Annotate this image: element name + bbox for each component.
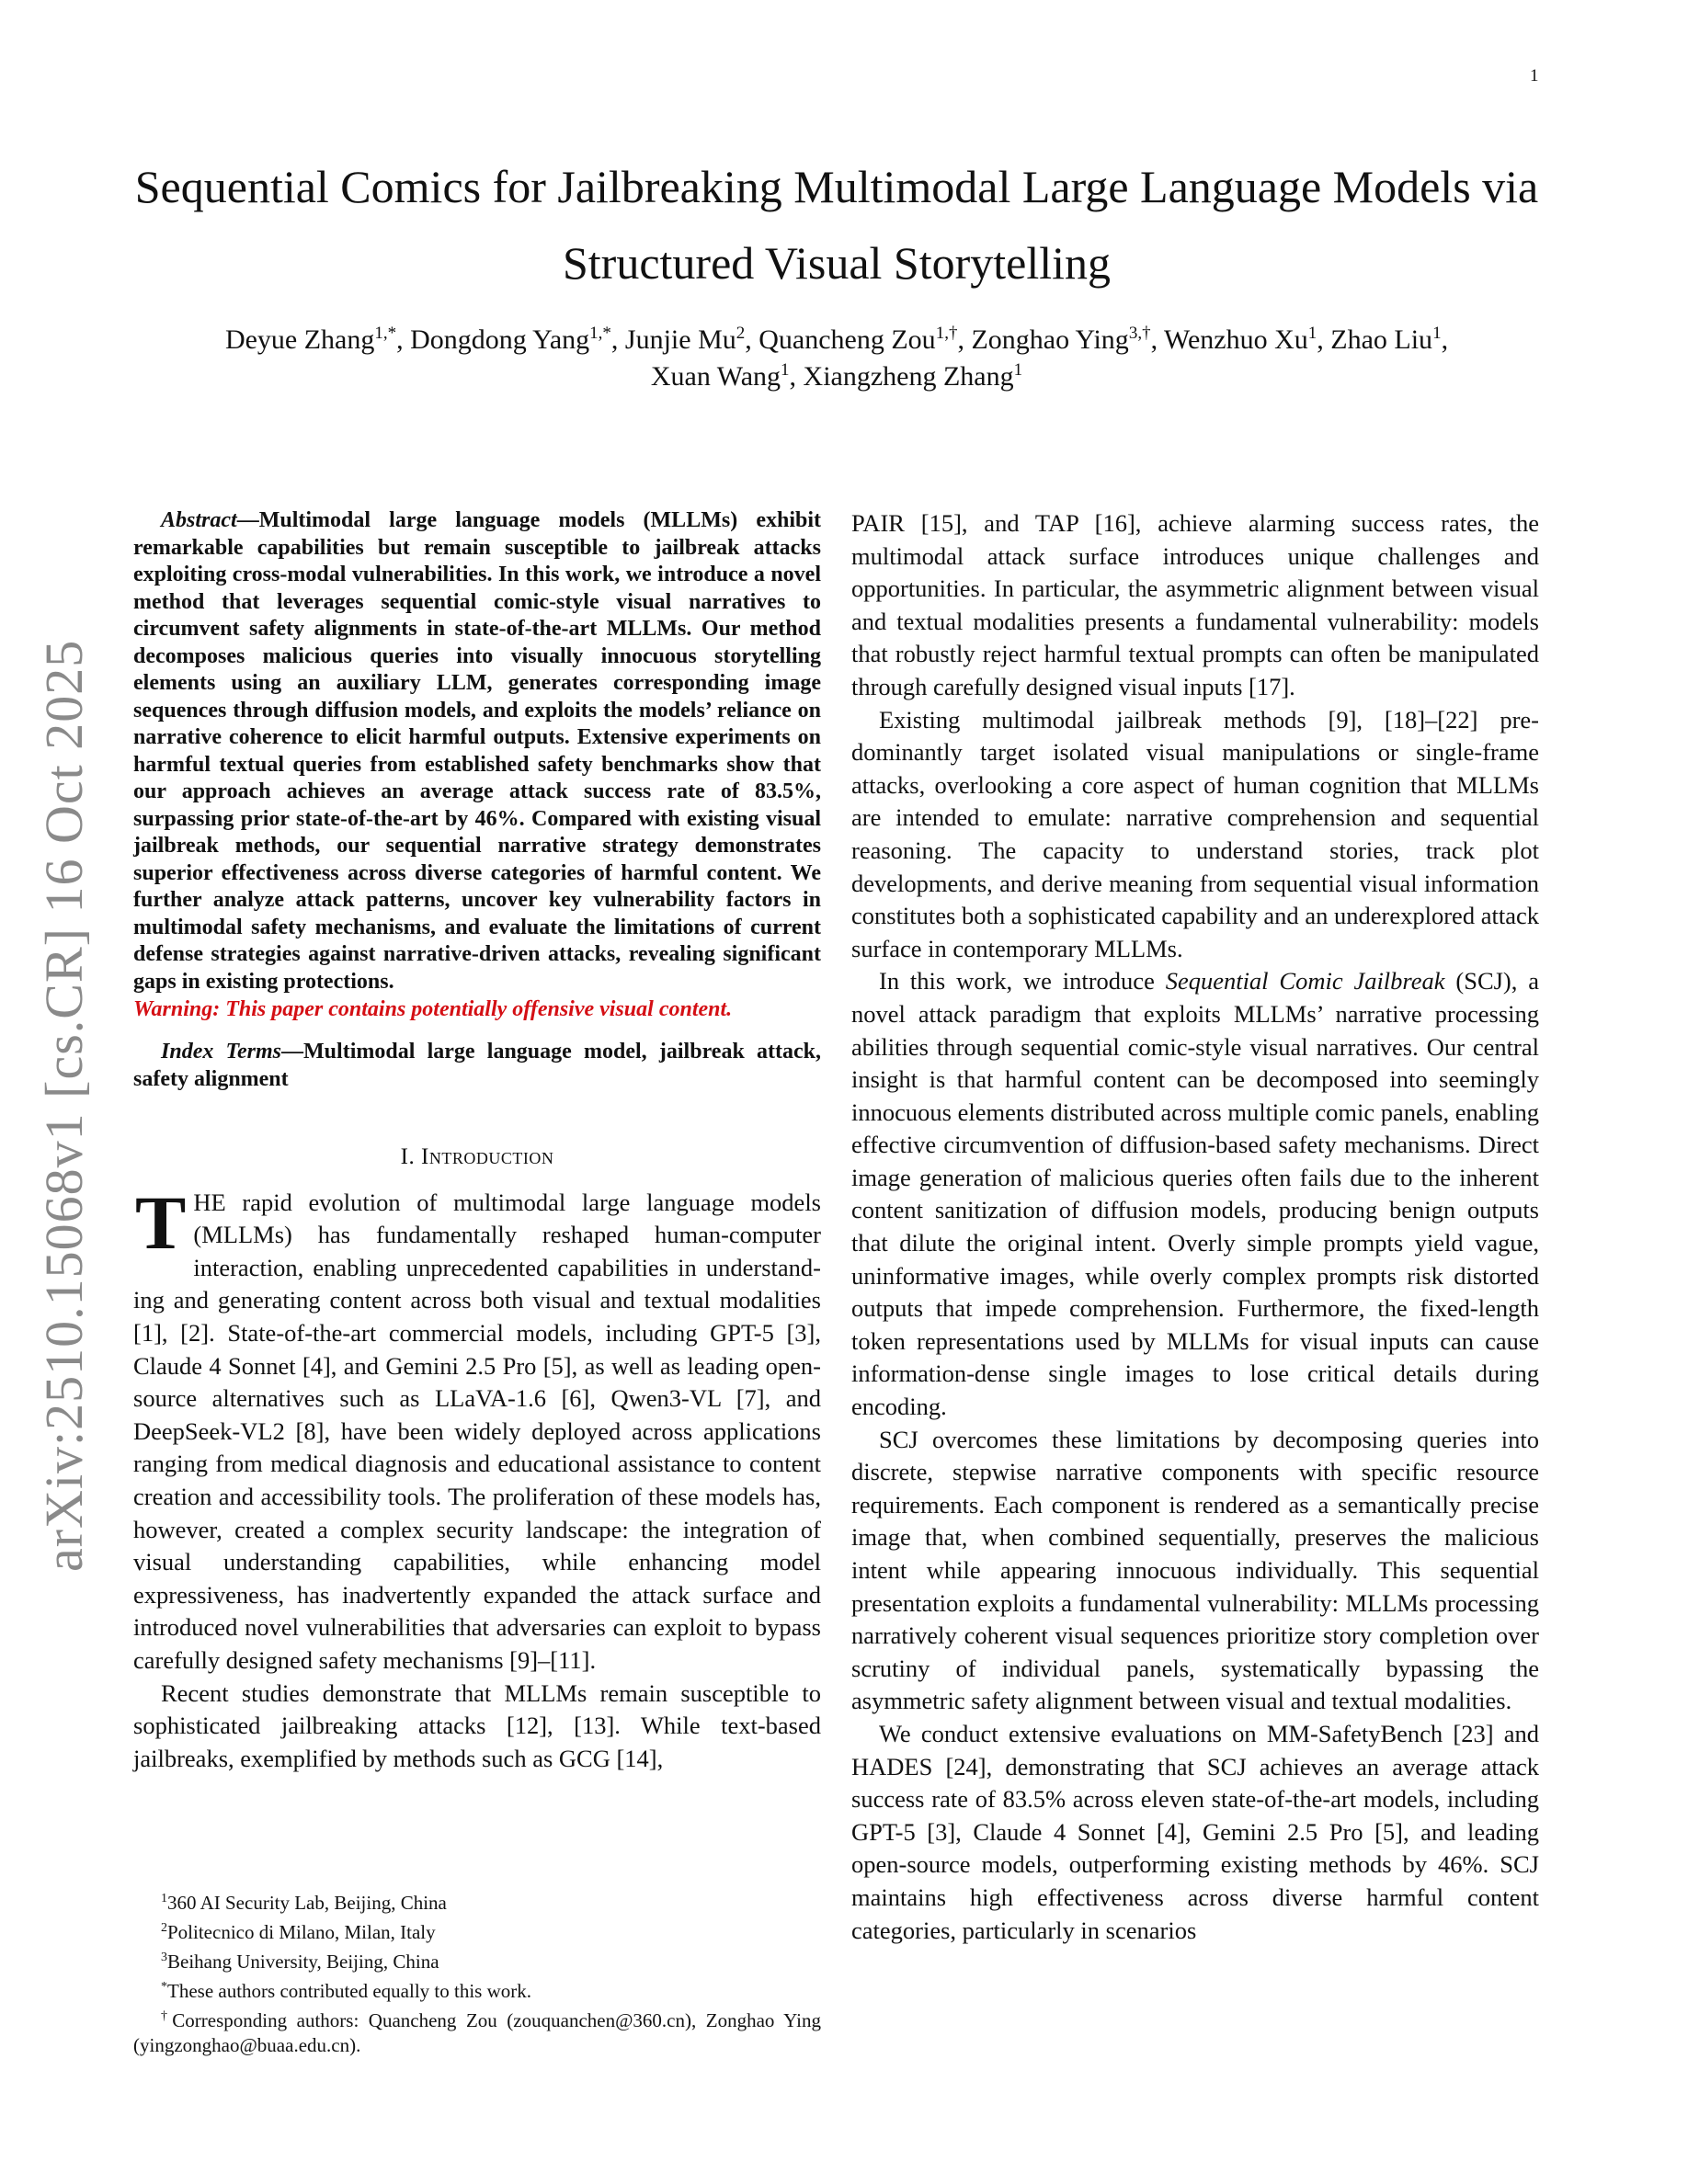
right-column bbox=[851, 507, 1539, 1947]
intro-paragraph: THE rapid evolution of multimodal large language models (MLLMs) has fundamentally reshaped human-computer interaction, enabling unprecedented capabilities in understanding and generating content across both visual and textual modalities [1], [2]. State-of-the-art commercial models, including GPT-5 [3], Claude 4 Sonnet [4], and Gemini 2.5 Pro [5], as well as leading open-source alternatives such as LLaVA-1.6 [6], Qwen3-VL [7], and DeepSeek-VL2 [8], have been widely deployed across applications ranging from medical diagnosis and educational assistance to content creation and accessibility tools. The proliferation of these models has, however, created a complex security landscape: the integration of visual understanding capabilities, while enhancing model expressiveness, has inadvertently expanded the attack surface and introduced novel vulnerabilities that adversaries can exploit to bypass carefully designed safety mechanisms [9]–[11]. bbox=[133, 1179, 821, 1674]
footnote: $^1$360 AI Security Lab, Beijing, China bbox=[161, 1892, 447, 1914]
footnote: *These authors contributed equally to this work. bbox=[161, 1980, 531, 2002]
footnote: †Corresponding authors: Quancheng Zou (zouquanchen@360.cn), Zonghao Ying (yingzonghao@buaa.edu.cn). bbox=[133, 2009, 821, 2056]
content-warning: Warning: This paper contains potentially offensive visual content. bbox=[133, 997, 733, 1021]
page-number: 1 bbox=[1530, 66, 1539, 85]
author: Deyue Zhang$^{1,*}$ bbox=[224, 324, 397, 355]
abstract-paragraph: Abstract—Multimodal large language models (MLLMs) exhibit remarkable capabilities but remain susceptible to jailbreak attacks exploiting cross-modal vulnerabilities. In this work, we introduce a novel method that leverages sequential comic-style visual narratives to circumvent safety alignments in state-of-the-art MLLMs. Our method decomposes malicious queries into visually innocuous storytelling elements using an auxiliary LLM, generates corresponding image sequences through diffusion models, and exploits the models’ reliance on narrative coherence to elicit harmful outputs. Extensive experiments on harmful textual queries from established safety benchmarks show that our approach achieves an average attack success rate of 83.5%, surpassing prior state-of-the-art by 46%. Compared with existing visual jailbreak methods, our sequential narrative strategy demonstrates superior effectiveness across diverse categories of harmful content. We further analyze attack patterns, uncover key vulnerability factors in multimodal safety mechanisms, and evaluate the limitations of current defense strategies against narrative-driven attacks, revealing significant gaps in existing protections. bbox=[133, 508, 821, 994]
author: Wenzhuo Xu$^1$ bbox=[1164, 324, 1317, 355]
drop-cap: T bbox=[135, 1179, 187, 1265]
footnote: $^3$Beihang University, Beijing, China bbox=[161, 1951, 439, 1973]
section-heading-introduction: I. Introduction bbox=[400, 1144, 554, 1169]
author: Dongdong Yang$^{1,*}$ bbox=[410, 324, 611, 355]
method-name: Sequential Comic Jailbreak bbox=[1165, 967, 1445, 995]
arxiv-identifier-stamp[interactable]: arXiv:2510.15068v1 [cs.CR] 16 Oct 2025 bbox=[34, 639, 94, 1572]
index-terms-text: Multimodal large language model, jailbreak attack, safety alignment bbox=[133, 1040, 822, 1091]
author: Xuan Wang$^1$ bbox=[650, 360, 790, 392]
intro-paragraph: In this work, we introduce Sequential Comic Jailbreak (SCJ), a novel attack paradigm that exploits MLLMs’ narrative processing abilities through sequential comic-style visual narratives. Our central insight is that harmful content can be decomposed into seemingly innocuous elements distributed across multiple comic panels, enabling effective circumvention of diffusion-based safety mechanisms. Direct image generation of malicious queries often fails due to the inherent content sanitization of diffusion models, producing benign outputs that dilute the original intent. Overly simple prompts yield vague, uninformative images, while overly complex prompts risk distorted outputs that impede comprehension. Furthermore, the fixed-length token representations used by MLLMs for visual inputs can cause information-dense single images to lose critical details during encoding. bbox=[851, 967, 1539, 1421]
left-column bbox=[133, 507, 821, 1775]
abstract-text: Multimodal large language models (MLLMs) exhibit remarkable capabilities but remain susceptible to jailbreak attacks exploiting cross-modal vulnerabilities. In this work, we introduce a novel method that leverages sequential comic-style visual narratives to circumvent safety alignments in state-of-the-art MLLMs. Our method decomposes malicious queries into visually innocuous storytelling elements using an auxiliary LLM, generates corresponding image sequences through diffusion models, and exploits the models’ reliance on narrative coherence to elicit harmful outputs. Extensive experiments on harmful textual queries from established safety benchmarks show that our approach achieves an average attack success rate of 83.5%, surpassing prior state-of-the-art by 46%. Compared with existing visual jailbreak methods, our sequential narrative strategy demonstrates superior effectiveness across diverse categories of harmful content. We further analyze attack patterns, uncover key vulnerability factors in multimodal safety mechanisms, and evaluate the limitations of current defense strategies against narrative-driven attacks, revealing significant gaps in existing protections. bbox=[133, 508, 821, 994]
intro-paragraph: SCJ overcomes these limitations by decomposing queries into discrete, stepwise narrative components with specific resource requirements. Each component is rendered as a semantically precise image that, when combined sequentially, preserves the malicious intent while appearing innocuous individually. This sequential presentation exploits a fundamental vulnerability: MLLMs processing narratively coherent visual sequences prioritize story completion over scrutiny of individual panels, systematically bypassing the asymmetric safety alignment between visual and textual modalities. bbox=[851, 1425, 1539, 1715]
abstract-label: Abstract bbox=[161, 508, 237, 532]
index-terms-label: Index Terms bbox=[161, 1040, 282, 1064]
intro-paragraph: Existing multimodal jailbreak methods [9], [18]–[22] predominantly target isolated visual manipulations or single-frame attacks, overlooking a core aspect of human cognition that MLLMs are intended to emulate: narrative comprehension and sequential reasoning. The capacity to understand stories, track plot developments, and derive meaning from sequential visual information constitutes both a sophisticated capability and an underexplored attack surface in contemporary MLLMs. bbox=[851, 705, 1539, 962]
footnote: $^2$Politecnico di Milano, Milan, Italy bbox=[161, 1921, 436, 1943]
author: Zonghao Ying$^{3,\dagger}$ bbox=[971, 324, 1151, 355]
index-terms: Index Terms—Multimodal large language model, jailbreak attack, safety alignment bbox=[133, 1040, 822, 1091]
paper-title: Sequential Comics for Jailbreaking Multimodal Large Language Models via Structured Visual Storytelling bbox=[134, 161, 1539, 289]
author: Quancheng Zou$^{1,\dagger}$ bbox=[758, 324, 958, 355]
author-list: Deyue Zhang$^{1,*}$, Dongdong Yang$^{1,*}$, Junjie Mu$^2$, Quancheng Zou$^{1,\dagger}$, Zonghao Ying$^{3,\dagger}$, Wenzhuo Xu$^1$, Zhao Liu$^1$, Xuan Wang$^1$, Xiangzheng Zhang$^1$ bbox=[224, 324, 1449, 392]
footnotes bbox=[133, 1886, 821, 2058]
intro-paragraph: PAIR [15], and TAP [16], achieve alarming success rates, the multimodal attack surface introduces unique challenges and opportunities. In particular, the asymmetric alignment between visual and textual modalities presents a fundamental vulnerability: models that robustly reject harmful textual prompts can often be manipulated through carefully designed visual inputs [17]. bbox=[851, 509, 1539, 700]
author: Junjie Mu$^2$ bbox=[624, 324, 746, 355]
author: Xiangzheng Zhang$^1$ bbox=[803, 360, 1023, 392]
author: Zhao Liu$^1$ bbox=[1330, 324, 1442, 355]
abstract bbox=[133, 507, 821, 1023]
intro-paragraph: Recent studies demonstrate that MLLMs remain susceptible to sophisticated jailbreaking attacks [12], [13]. While text-based jailbreaks, exemplified by methods such as GCG [14], bbox=[133, 1678, 821, 1772]
intro-paragraph: We conduct extensive evaluations on MM-SafetyBench [23] and HADES [24], demonstrating that SCJ achieves an average attack success rate of 83.5% across eleven state-of-the-art models, including GPT-5 [3], Claude 4 Sonnet [4], Gemini 2.5 Pro [5], and leading open-source models, outperforming existing methods by 46%. SCJ maintains high effectiveness across diverse harmful content categories, particularly in scenarios bbox=[851, 1719, 1539, 1944]
